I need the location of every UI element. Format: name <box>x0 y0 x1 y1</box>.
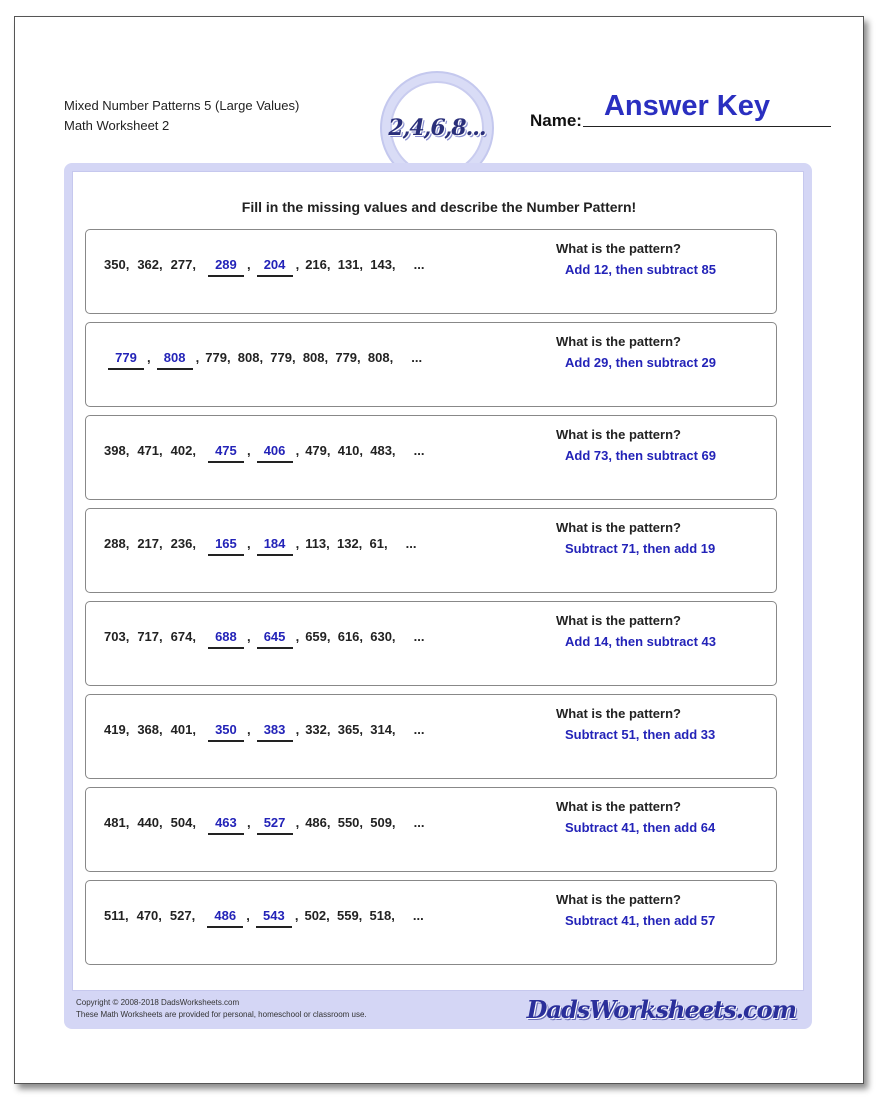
pattern-question: What is the pattern? <box>556 334 681 349</box>
comma-separator: , <box>195 350 200 365</box>
missing-value-blank[interactable]: 475 <box>208 443 244 463</box>
missing-value-blank[interactable]: 383 <box>257 722 293 742</box>
problem-row <box>85 322 777 407</box>
sequence-term: 527, <box>169 908 196 923</box>
pattern-logo-text: 2,4,6,8... <box>388 115 486 141</box>
missing-value-blank[interactable]: 350 <box>208 722 244 742</box>
answer-key-label: Answer Key <box>603 90 770 122</box>
missing-value-blank[interactable]: 486 <box>207 908 243 928</box>
worksheet-subtitle: Math Worksheet 2 <box>64 118 170 133</box>
pattern-answer[interactable]: Add 73, then subtract 69 <box>565 448 716 463</box>
pattern-question: What is the pattern? <box>556 892 681 907</box>
pattern-question: What is the pattern? <box>556 799 681 814</box>
sequence-term: 511, <box>104 908 129 923</box>
worksheet-header <box>64 96 299 136</box>
pattern-answer[interactable]: Subtract 71, then add 19 <box>565 541 716 556</box>
comma-separator: , <box>246 536 251 551</box>
comma-separator: , <box>295 257 300 272</box>
pattern-question: What is the pattern? <box>556 427 681 442</box>
pattern-question: What is the pattern? <box>556 241 681 256</box>
missing-value-blank[interactable]: 184 <box>257 536 293 556</box>
sequence-continuation: 332, 365, 314, ... <box>305 722 425 737</box>
comma-separator: , <box>246 815 251 830</box>
number-sequence <box>104 257 424 277</box>
sequence-term: 440, <box>137 815 163 830</box>
copyright-text: Copyright © 2008-2018 DadsWorksheets.com <box>76 998 240 1007</box>
number-sequence <box>104 815 424 835</box>
sequence-term: 504, <box>170 815 196 830</box>
pattern-answer[interactable]: Add 12, then subtract 85 <box>565 262 716 277</box>
usage-notice: These Math Worksheets are provided for personal, homeschool or classroom use. <box>76 1010 367 1019</box>
sequence-continuation: 659, 616, 630, ... <box>305 629 425 644</box>
number-sequence <box>104 629 424 649</box>
comma-separator: , <box>295 722 300 737</box>
missing-value-blank[interactable]: 779 <box>108 350 144 370</box>
worksheet-frame <box>64 163 812 1029</box>
sequence-term: 368, <box>137 722 163 737</box>
sequence-term: 717, <box>137 629 163 644</box>
comma-separator: , <box>246 722 251 737</box>
comma-separator: , <box>294 908 299 923</box>
sequence-term: 703, <box>104 629 130 644</box>
pattern-answer[interactable]: Subtract 41, then add 57 <box>565 913 716 928</box>
sequence-continuation: 479, 410, 483, ... <box>305 443 425 458</box>
number-sequence <box>104 350 422 370</box>
sequence-term: 471, <box>137 443 163 458</box>
comma-separator: , <box>246 443 251 458</box>
sequence-term: 350, <box>104 257 130 272</box>
missing-value-blank[interactable]: 688 <box>208 629 244 649</box>
footer-text <box>76 997 367 1021</box>
comma-separator: , <box>147 350 151 365</box>
sequence-term: 470, <box>136 908 162 923</box>
comma-separator: , <box>246 257 251 272</box>
sequence-continuation: 216, 131, 143, ... <box>305 257 425 272</box>
comma-separator: , <box>295 629 300 644</box>
sequence-term: 217, <box>137 536 163 551</box>
comma-separator: , <box>246 629 251 644</box>
missing-value-blank[interactable]: 463 <box>208 815 244 835</box>
sequence-continuation: 502, 559, 518, ... <box>304 908 424 923</box>
problem-row <box>85 880 777 965</box>
sequence-term: 398, <box>104 443 130 458</box>
number-sequence <box>104 536 417 556</box>
problem-row <box>85 601 777 686</box>
sequence-term: 419, <box>104 722 130 737</box>
missing-value-blank[interactable]: 543 <box>256 908 292 928</box>
problem-row <box>85 229 777 314</box>
missing-value-blank[interactable]: 289 <box>208 257 244 277</box>
sequence-term: 481, <box>104 815 130 830</box>
comma-separator: , <box>295 443 300 458</box>
problem-row <box>85 787 777 872</box>
problems-area <box>72 171 804 991</box>
pattern-answer[interactable]: Subtract 41, then add 64 <box>565 820 716 835</box>
dadsworksheets-logo: DadsWorksheets.com <box>526 995 796 1024</box>
pattern-question: What is the pattern? <box>556 520 681 535</box>
problem-row <box>85 508 777 593</box>
missing-value-blank[interactable]: 204 <box>257 257 293 277</box>
pattern-answer[interactable]: Subtract 51, then add 33 <box>565 727 716 742</box>
number-sequence <box>104 908 424 928</box>
missing-value-blank[interactable]: 527 <box>257 815 293 835</box>
comma-separator: , <box>246 908 250 923</box>
comma-separator: , <box>295 815 300 830</box>
pattern-answer[interactable]: Add 29, then subtract 29 <box>565 355 716 370</box>
comma-separator: , <box>295 536 300 551</box>
sequence-term: 288, <box>104 536 130 551</box>
sequence-term: 401, <box>170 722 196 737</box>
pattern-question: What is the pattern? <box>556 706 681 721</box>
sequence-continuation: 779, 808, 779, 808, 779, 808, ... <box>205 350 423 365</box>
pattern-question: What is the pattern? <box>556 613 681 628</box>
missing-value-blank[interactable]: 808 <box>157 350 193 370</box>
name-label: Name: <box>530 111 582 130</box>
worksheet-title: Mixed Number Patterns 5 (Large Values) <box>64 98 300 113</box>
sequence-continuation: 486, 550, 509, ... <box>305 815 425 830</box>
sequence-term: 402, <box>170 443 196 458</box>
missing-value-blank[interactable]: 406 <box>257 443 293 463</box>
sequence-term: 362, <box>137 257 163 272</box>
number-sequence <box>104 443 424 463</box>
sequence-term: 674, <box>170 629 196 644</box>
problem-row <box>85 415 777 500</box>
pattern-logo-inner <box>390 81 484 175</box>
missing-value-blank[interactable]: 165 <box>208 536 244 556</box>
problem-row <box>85 694 777 779</box>
name-line <box>583 126 831 127</box>
sequence-term: 236, <box>170 536 196 551</box>
pattern-answer[interactable]: Add 14, then subtract 43 <box>565 634 716 649</box>
sequence-continuation: 113, 132, 61, ... <box>305 536 417 551</box>
instructions: Fill in the missing values and describe the Number Pattern! <box>241 199 637 215</box>
missing-value-blank[interactable]: 645 <box>257 629 293 649</box>
sequence-term: 277, <box>170 257 196 272</box>
number-sequence <box>104 722 424 742</box>
